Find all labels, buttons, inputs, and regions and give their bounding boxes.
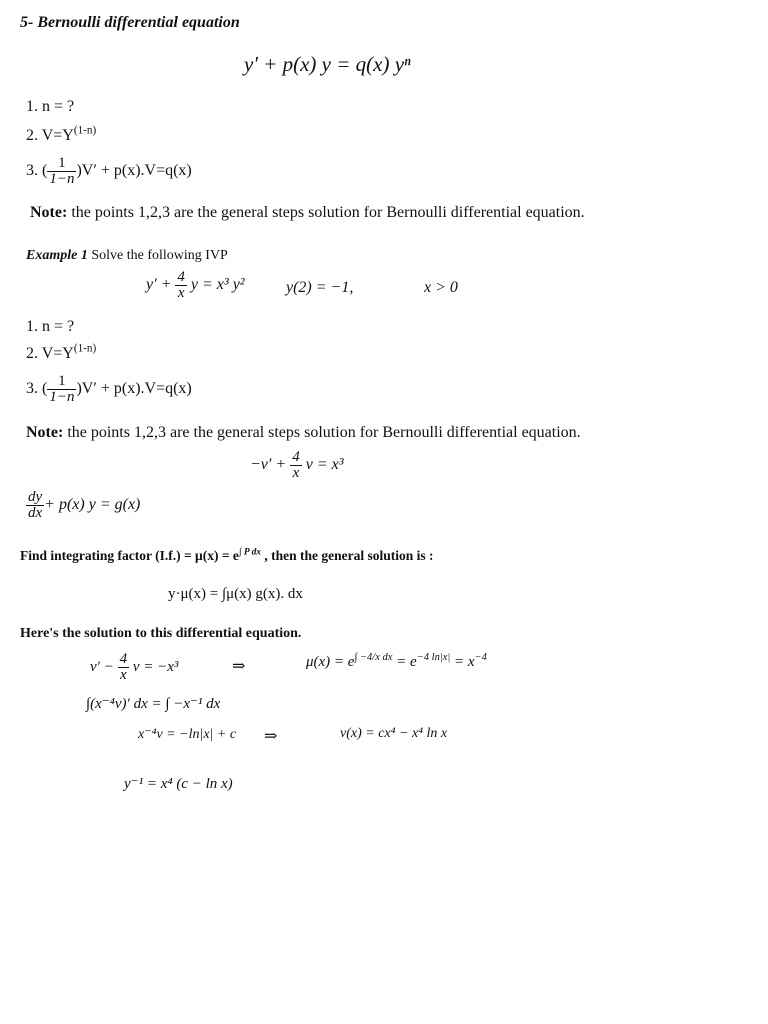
general-step-1: 1. n = ?	[26, 98, 75, 115]
example-step-3	[26, 374, 192, 405]
example-step-3-fraction	[47, 374, 76, 405]
solution-line-1-left: v′ −	[90, 658, 114, 675]
note-label: Note:	[26, 424, 64, 441]
transformed-right: v = x³	[305, 456, 344, 474]
general-step-2-exponent: (1-n)	[73, 124, 97, 137]
standard-form-right: + p(x) y = g(x)	[44, 496, 141, 514]
solution-intro: Here's the solution to this differential equation.	[20, 626, 302, 641]
implies-arrow-2: ⇒	[264, 728, 278, 745]
derivative-fraction	[26, 490, 44, 521]
initial-condition: y(2) = −1,	[286, 279, 354, 296]
solution-line-2: ∫(x⁻⁴v)′ dx = ∫ −x⁻¹ dx	[86, 696, 221, 712]
note-label: Note:	[30, 204, 68, 221]
note-text: the points 1,2,3 are the general steps solution for Bernoulli differential equation.	[63, 424, 581, 441]
general-step-2	[26, 124, 97, 145]
mu-exponent: ∫ −4/x dx	[354, 652, 393, 663]
fraction-numerator: 4	[119, 651, 128, 667]
section-heading	[20, 14, 240, 32]
integrating-factor-tail: , then the general solution is :	[261, 548, 434, 563]
general-step-3-prefix: 3. (	[26, 162, 48, 180]
example-heading	[26, 248, 228, 264]
fraction-numerator: 4	[177, 269, 185, 285]
integrating-factor-line	[20, 548, 434, 564]
transformed-fraction	[290, 450, 302, 481]
implies-arrow-1: ⇒	[232, 658, 246, 675]
example-eq-fraction	[175, 270, 187, 301]
solution-line-1	[90, 652, 178, 683]
standard-linear-form	[26, 490, 140, 521]
fraction-denominator: x	[175, 285, 187, 301]
fraction-denominator: x	[118, 667, 130, 683]
general-step-3-fraction	[47, 156, 76, 187]
integrating-factor-text: Find integrating factor (I.f.) = μ(x) = e	[20, 548, 239, 563]
solution-v-of-x: v(x) = cx⁴ − x⁴ ln x	[340, 726, 448, 741]
transformed-equation	[250, 450, 344, 481]
example-eq-left: y′ +	[146, 276, 172, 294]
fraction-denominator: dx	[28, 505, 43, 521]
example-step-1: 1. n = ?	[26, 318, 75, 335]
fraction-numerator: 1	[58, 373, 66, 389]
example-eq-right: y = x³ y²	[190, 276, 245, 294]
fraction-denominator: x	[290, 465, 302, 481]
mu-right: = x	[450, 654, 475, 670]
general-solution-formula: y·μ(x) = ∫μ(x) g(x). dx	[168, 586, 303, 602]
note-text: the points 1,2,3 are the general steps solution for Bernoulli differential equation.	[67, 204, 585, 221]
solution-line-3: x⁻⁴v = −ln|x| + c	[138, 727, 237, 742]
example-instruction: Solve the following IVP	[87, 248, 228, 263]
example-step-2-base: 2. V=Y	[26, 345, 74, 362]
fraction-numerator: 1	[58, 155, 66, 171]
final-solution: y⁻¹ = x⁴ (c − ln x)	[124, 776, 233, 792]
example-label: Example 1	[26, 248, 88, 263]
example-step-3-suffix: )V′ + p(x).V=q(x)	[76, 380, 192, 398]
general-step-3-suffix: )V′ + p(x).V=q(x)	[76, 162, 192, 180]
fraction-denominator: 1−n	[49, 171, 75, 187]
integrating-factor-exponent: ∫ P dx	[238, 547, 262, 558]
mu-exponent-2: −4 ln|x|	[416, 652, 451, 663]
section-title: Bernoulli differential equation	[37, 14, 240, 31]
mu-formula	[306, 654, 487, 671]
solution-line-1-right: v = −x³	[132, 658, 179, 675]
fraction-numerator: 4	[292, 449, 300, 465]
note-example-steps	[26, 424, 581, 442]
mu-exponent-3: −4	[474, 652, 487, 663]
example-step-2	[26, 342, 97, 363]
mu-mid: = e	[392, 654, 417, 670]
mu-left: μ(x) = e	[306, 654, 355, 670]
example-step-3-prefix: 3. (	[26, 380, 48, 398]
fraction-numerator: dy	[28, 489, 43, 505]
example-step-2-exponent: (1-n)	[73, 342, 97, 355]
section-number: 5-	[20, 14, 38, 31]
general-step-3	[26, 156, 192, 187]
note-general-steps	[30, 204, 585, 222]
general-step-2-base: 2. V=Y	[26, 127, 74, 144]
example-equation	[146, 270, 245, 301]
transformed-left: −v′ +	[250, 456, 287, 474]
solution-line-1-fraction	[118, 652, 130, 683]
domain-condition: x > 0	[424, 279, 458, 296]
bernoulli-general-equation: y′ + p(x) y = q(x) yⁿ	[244, 52, 411, 76]
fraction-denominator: 1−n	[49, 389, 75, 405]
